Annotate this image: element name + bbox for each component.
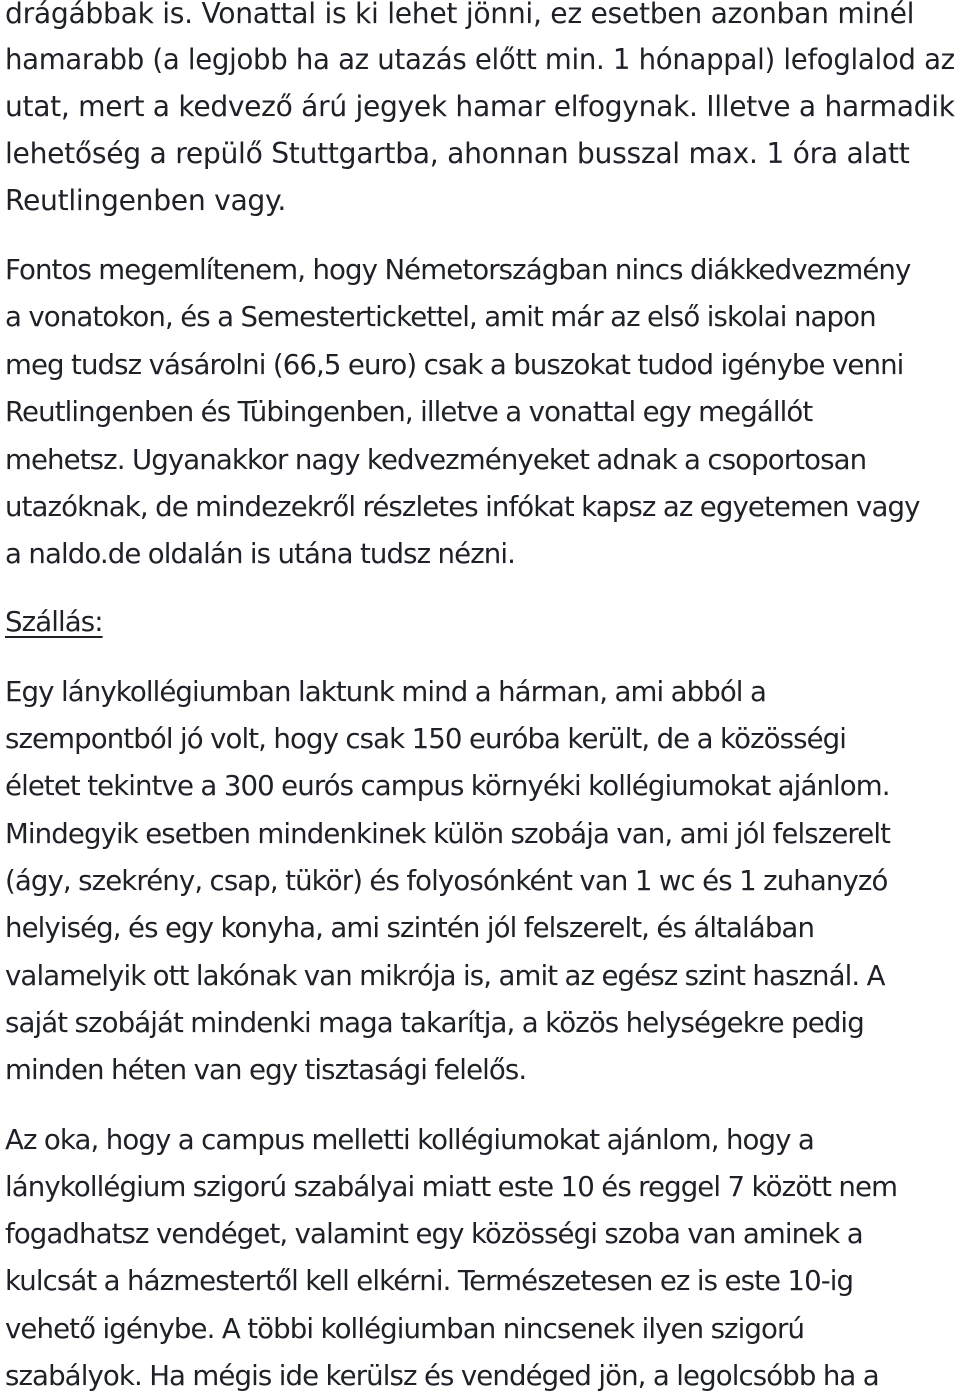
text-line: Mindegyik esetben mindenkinek külön szobája van, ami jól felszerelt (5, 817, 891, 850)
text-line: drágábbak is. Vonattal is ki lehet jönni, ez esetben azonban minél (5, 0, 915, 30)
text-line: lánykollégium szigorú szabályai miatt este 10 és reggel 7 között nem (5, 1170, 898, 1203)
text-line: életet tekintve a 300 eurós campus környéki kollégiumokat ajánlom. (5, 769, 890, 802)
text-line: Egy lánykollégiumban laktunk mind a hárman, ami abból a (5, 675, 766, 708)
text-line: valamelyik ott lakónak van mikrója is, amit az egész szint használ. A (5, 959, 885, 992)
text-line: a naldo.de oldalán is utána tudsz nézni. (5, 537, 516, 570)
text-line: utat, mert a kedvező árú jegyek hamar elfogynak. Illetve a harmadik (5, 90, 955, 123)
text-line: mehetsz. Ugyanakkor nagy kedvezményeket adnak a csoportosan (5, 443, 867, 476)
text-line: szabályok. Ha mégis ide kerülsz és vendéged jön, a legolcsóbb ha a (5, 1359, 879, 1392)
text-line: a vonatokon, és a Semestertickettel, amit már az első iskolai napon (5, 300, 876, 333)
text-line: hamarabb (a legjobb ha az utazás előtt min. 1 hónappal) lefoglalod az (5, 43, 955, 76)
text-line: meg tudsz vásárolni (66,5 euro) csak a buszokat tudod igénybe venni (5, 348, 904, 381)
text-line: fogadhatsz vendéget, valamint egy közösségi szoba van aminek a (5, 1217, 863, 1250)
text-line: (ágy, szekrény, csap, tükör) és folyosónként van 1 wc és 1 zuhanyzó (5, 864, 888, 897)
text-line: vehető igénybe. A többi kollégiumban nincsenek ilyen szigorú (5, 1312, 805, 1345)
text-line: helyiség, és egy konyha, ami szintén jól felszerelt, és általában (5, 911, 815, 944)
text-line: szempontból jó volt, hogy csak 150 euróba került, de a közösségi (5, 722, 847, 755)
text-line: kulcsát a házmestertől kell elkérni. Természetesen ez is este 10-ig (5, 1264, 854, 1297)
text-line: lehetőség a repülő Stuttgartba, ahonnan busszal max. 1 óra alatt (5, 137, 910, 170)
text-line: Reutlingenben és Tübingenben, illetve a vonattal egy megállót (5, 395, 813, 428)
text-line: Fontos megemlítenem, hogy Németországban nincs diákkedvezmény (5, 253, 911, 286)
text-line: minden héten van egy tisztasági felelős. (5, 1053, 527, 1086)
section-heading-accommodation: Szállás: (5, 605, 103, 638)
text-line: saját szobáját mindenki maga takarítja, a közös helységekre pedig (5, 1006, 864, 1039)
text-line: Az oka, hogy a campus melletti kollégiumokat ajánlom, hogy a (5, 1123, 814, 1156)
text-line: Reutlingenben vagy. (5, 184, 287, 217)
text-line: utazóknak, de mindezekről részletes infókat kapsz az egyetemen vagy (5, 490, 920, 523)
